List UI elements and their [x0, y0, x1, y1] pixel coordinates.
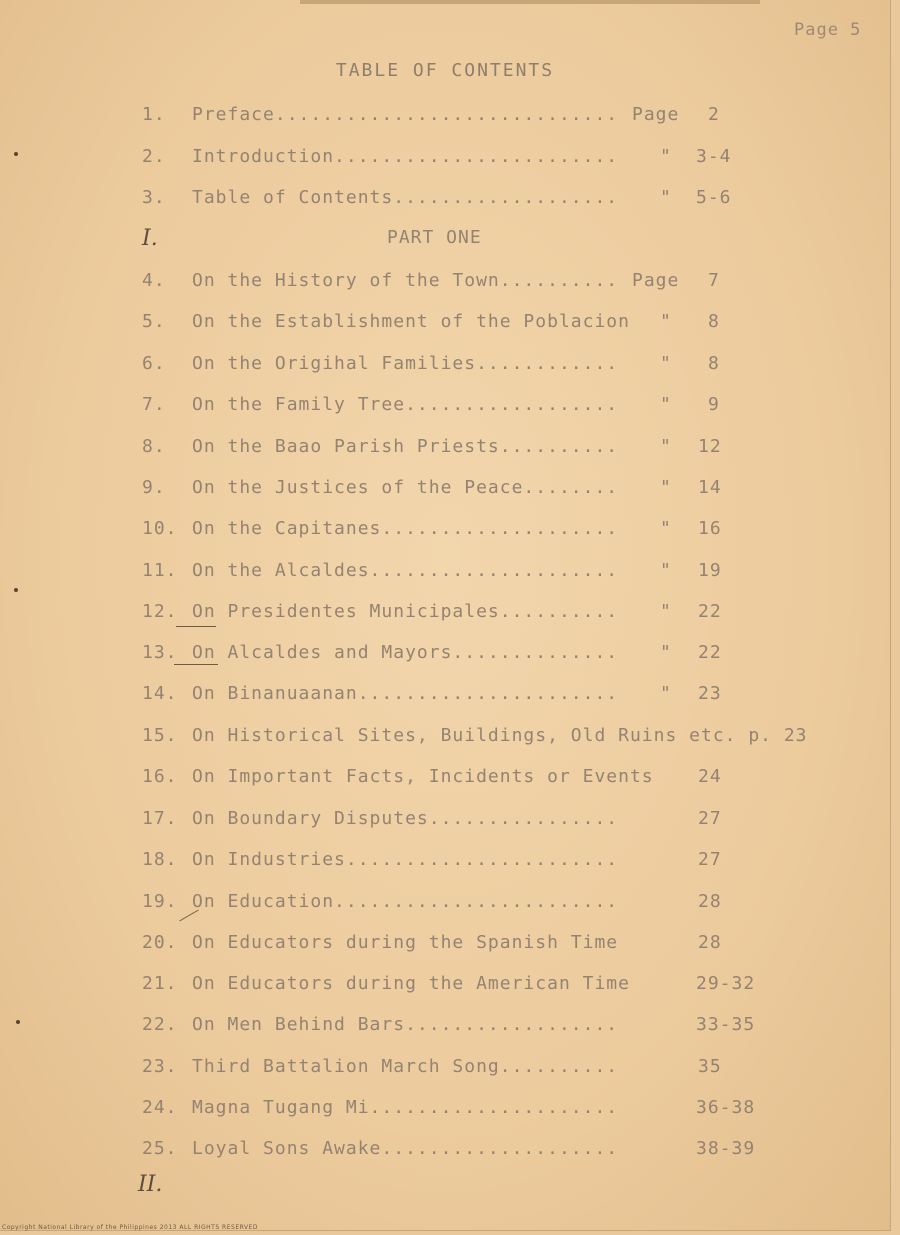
toc-entry	[0, 808, 890, 834]
toc-entry-page-ref: "	[660, 518, 672, 539]
toc-entry-number: 2.	[142, 146, 166, 167]
toc-entry	[0, 477, 890, 503]
toc-entry-page-ref: "	[660, 146, 672, 167]
toc-entry	[0, 601, 890, 627]
toc-entry-number: 17.	[142, 808, 178, 829]
toc-entry-title: On the Establishment of the Poblacion	[192, 311, 630, 332]
toc-entry-page-ref: "	[660, 187, 672, 208]
toc-entry-title: On the History of the Town..........	[192, 270, 619, 291]
toc-entry-page-number: 29-32	[696, 973, 756, 994]
toc-entry-number: 9.	[142, 477, 166, 498]
toc-entry-page-ref: "	[660, 477, 672, 498]
toc-entry-page-number: 9	[708, 394, 720, 415]
toc-entry-page-number: 19	[698, 560, 722, 581]
margin-mark-part-one: I.	[142, 226, 158, 251]
toc-entry-number: 11.	[142, 560, 178, 581]
pencil-stroke	[174, 664, 218, 665]
toc-entry-page-ref: "	[660, 394, 672, 415]
toc-entry	[0, 1056, 890, 1082]
toc-entry-title: On Presidentes Municipales..........	[192, 601, 619, 622]
toc-entry-title: Preface.............................	[192, 104, 619, 125]
toc-entry-number: 22.	[142, 1014, 178, 1035]
footer-copyright: Copyright National Library of the Philippines 2013 ALL RIGHTS RESERVED	[2, 1224, 258, 1231]
toc-entry-number: 16.	[142, 766, 178, 787]
toc-entry-page-number: 36-38	[696, 1097, 756, 1118]
toc-entry-page-number: 8	[708, 311, 720, 332]
margin-mark-part-two: II.	[138, 1172, 163, 1197]
toc-entry-title: Magna Tugang Mi.....................	[192, 1097, 619, 1118]
toc-entry-number: 21.	[142, 973, 178, 994]
toc-entry-page-number: 24	[698, 766, 722, 787]
page-number: Page 5	[794, 20, 862, 40]
toc-entry-number: 20.	[142, 932, 178, 953]
toc-entry	[0, 187, 890, 213]
toc-entry-number: 5.	[142, 311, 166, 332]
toc-entry-page-number: 3-4	[696, 146, 732, 167]
toc-entry	[0, 311, 890, 337]
toc-entry-title: On the Origihal Families............	[192, 353, 619, 374]
toc-entry-title: On the Alcaldes.....................	[192, 560, 619, 581]
toc-entry-page-number: 7	[708, 270, 720, 291]
toc-entry-number: 7.	[142, 394, 166, 415]
toc-entry-title: Table of Contents...................	[192, 187, 619, 208]
toc-entry-page-ref: "	[660, 353, 672, 374]
toc-entry	[0, 1014, 890, 1040]
toc-entry-page-ref: "	[660, 560, 672, 581]
toc-entry-number: 15.	[142, 725, 178, 746]
toc-entry-page-ref: Page	[632, 270, 680, 291]
toc-entry-title: Loyal Sons Awake....................	[192, 1138, 619, 1159]
toc-entry-page-number: 28	[698, 932, 722, 953]
toc-entry-title: On the Baao Parish Priests..........	[192, 436, 619, 457]
toc-entry-page-number: 28	[698, 891, 722, 912]
toc-entry-number: 24.	[142, 1097, 178, 1118]
toc-entry-page-number: 22	[698, 642, 722, 663]
toc-entry-title: On Important Facts, Incidents or Events	[192, 766, 654, 787]
toc-entry-title: On the Capitanes....................	[192, 518, 619, 539]
toc-entry-page-number: 8	[708, 353, 720, 374]
binding-hole	[14, 588, 18, 592]
toc-entry	[0, 973, 890, 999]
part-heading: PART ONE	[387, 227, 482, 248]
toc-entry-title: On Education........................	[192, 891, 619, 912]
toc-entry	[0, 560, 890, 586]
toc-entry	[0, 270, 890, 296]
toc-entry-title: On Educators during the Spanish Time	[192, 932, 619, 953]
toc-entry-page-ref: "	[660, 436, 672, 457]
toc-entry-page-number: 33-35	[696, 1014, 756, 1035]
toc-entry-page-ref: "	[660, 642, 672, 663]
toc-entry-number: 4.	[142, 270, 166, 291]
toc-entry	[0, 891, 890, 917]
toc-entry-page-ref: "	[660, 601, 672, 622]
binding-hole	[16, 1020, 20, 1024]
toc-entry-number: 18.	[142, 849, 178, 870]
toc-entry	[0, 932, 890, 958]
toc-entry	[0, 642, 890, 668]
toc-entry-page-number: 12	[698, 436, 722, 457]
toc-entry-title: On Alcaldes and Mayors..............	[192, 642, 619, 663]
toc-entry	[0, 1138, 890, 1164]
toc-entry	[0, 766, 890, 792]
toc-entry	[0, 518, 890, 544]
toc-entry	[0, 1097, 890, 1123]
toc-entry-title: On Educators during the American Time	[192, 973, 630, 994]
toc-entry-title: On Boundary Disputes................	[192, 808, 619, 829]
toc-entry-page-number: 5-6	[696, 187, 732, 208]
toc-entry	[0, 683, 890, 709]
toc-entry-number: 8.	[142, 436, 166, 457]
toc-entry-page-number: 27	[698, 808, 722, 829]
pencil-stroke	[176, 626, 216, 627]
toc-entry-number: 1.	[142, 104, 166, 125]
toc-entry	[0, 394, 890, 420]
toc-entry	[0, 725, 890, 751]
toc-entry-number: 10.	[142, 518, 178, 539]
top-edge-shadow	[300, 0, 760, 4]
toc-entry-page-number: 22	[698, 601, 722, 622]
toc-entry-page-number: 35	[698, 1056, 722, 1077]
toc-entry	[0, 353, 890, 379]
toc-entry-number: 14.	[142, 683, 178, 704]
toc-entry-title: Third Battalion March Song..........	[192, 1056, 619, 1077]
toc-entry	[0, 849, 890, 875]
toc-entry-number: 25.	[142, 1138, 178, 1159]
toc-entry-number: 3.	[142, 187, 166, 208]
toc-entry-page-number: 23	[698, 683, 722, 704]
toc-entry	[0, 146, 890, 172]
toc-entry	[0, 436, 890, 462]
toc-entry-number: 23.	[142, 1056, 178, 1077]
binding-hole	[14, 152, 18, 156]
toc-entry-number: 12.	[142, 601, 178, 622]
toc-entry-page-ref: Page	[632, 104, 680, 125]
toc-entry-title: On the Family Tree..................	[192, 394, 619, 415]
toc-entry-page-ref: "	[660, 311, 672, 332]
toc-entry-title: On Binanuaanan......................	[192, 683, 619, 704]
toc-entry-number: 13.	[142, 642, 178, 663]
toc-entry	[0, 104, 890, 130]
toc-entry-page-number: 14	[698, 477, 722, 498]
toc-entry-title: On Men Behind Bars..................	[192, 1014, 619, 1035]
toc-entry-page-number: 16	[698, 518, 722, 539]
toc-entry-page-number: 38-39	[696, 1138, 756, 1159]
page-title: TABLE OF CONTENTS	[335, 60, 555, 81]
toc-entry-title: On Historical Sites, Buildings, Old Ruins etc. p. 23	[192, 725, 808, 746]
toc-entry-title: On the Justices of the Peace........	[192, 477, 619, 498]
toc-entry-title: Introduction........................	[192, 146, 619, 167]
toc-entry-page-number: 2	[708, 104, 720, 125]
toc-entry-number: 6.	[142, 353, 166, 374]
toc-entry-title: On Industries.......................	[192, 849, 619, 870]
toc-entry-page-ref: "	[660, 683, 672, 704]
toc-entry-number: 19.	[142, 891, 178, 912]
toc-entry-page-number: 27	[698, 849, 722, 870]
